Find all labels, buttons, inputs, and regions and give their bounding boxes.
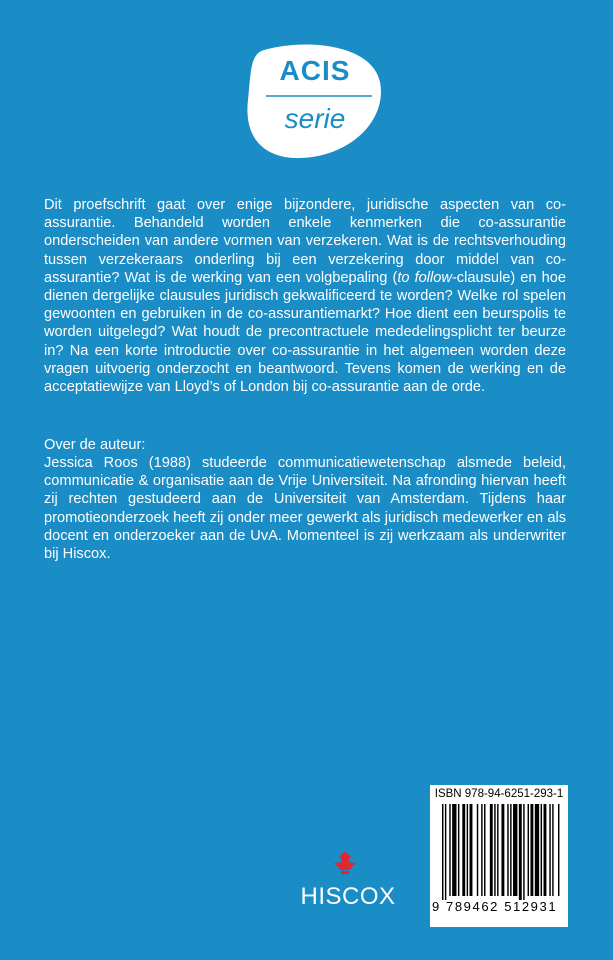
barcode-bar <box>519 804 522 900</box>
barcode-bar <box>544 804 547 896</box>
barcode-bar <box>449 804 450 896</box>
barcode-bar <box>523 804 524 900</box>
description-part2: -clausule) en hoe dienen dergelijke clausules juridisch gekwalificeerd te worden? Welke rol spelen gewoonten en gebruiken in de co-assurantiemarkt? Hoe dient een beurspolis te worden uitgelegd? Wat houdt de precontractuele mededelingsplicht ter beurze in? Na een korte introductie over co-assurantie in het algemeen worden deze vragen uitvoerig onderzocht en beantwoord. Tevens komen de werking en de acceptatiewijze van Lloyd’s of London bij co-assurantie aan de orde. <box>44 269 566 396</box>
barcode-box <box>430 785 568 927</box>
publisher-logo-text: HISCOX <box>300 883 396 910</box>
barcode-bar <box>481 804 482 896</box>
author-bio: Jessica Roos (1988) studeerde communicatiewetenschap alsmede beleid, communicatie & organisatie aan de Vrije Universiteit. Na afronding hiervan heeft zij rechten gestudeerd aan de Universiteit van Amsterdam. Tijdens haar promotieonderzoek heeft zij onder meer gewerkt als juridisch medewerker en als docent en onderzoeker aan de UvA. Momenteel is zij werkzaam als underwriter bij Hiscox. <box>44 455 566 563</box>
barcode-bar <box>501 804 504 896</box>
barcode-bar <box>494 804 495 896</box>
barcode-bar <box>507 804 508 896</box>
book-description <box>44 196 566 396</box>
barcode-bar <box>442 804 443 900</box>
barcode-bar <box>462 804 465 896</box>
barcode-bar <box>458 804 459 896</box>
barcode-bar <box>484 804 485 896</box>
barcode-bar <box>490 804 493 896</box>
barcode-bar <box>477 804 478 896</box>
barcode-bar <box>535 804 539 896</box>
barcode-bar <box>467 804 468 896</box>
barcode-image <box>430 802 568 900</box>
barcode-bar <box>528 804 529 896</box>
description-italic: to follow <box>397 269 452 286</box>
description-part1: Dit proefschrift gaat over enige bijzondere, juridische aspecten van co-assurantie. Behandeld worden enkele kenmerken die co-assurantie onderscheiden van andere vormen van verzekeren. Wat is de rechtsverhouding tussen verzekeraars onderling bij een verzekering door middel van co-assurantie? Wat is de werking van een volgbepaling ( <box>44 197 566 286</box>
barcode-lead-digit: 9 <box>432 899 440 914</box>
barcode-bar <box>452 804 456 896</box>
barcode-bar <box>445 804 446 900</box>
acis-serie-badge <box>246 42 384 162</box>
barcode-bar <box>558 804 559 896</box>
hiscox-emblem-icon <box>332 850 358 876</box>
badge-title: ACIS <box>279 55 351 86</box>
barcode-bar <box>497 804 498 896</box>
barcode-digits: 789462 512931 <box>446 899 558 914</box>
barcode-bar <box>541 804 542 896</box>
barcode-bar <box>513 804 517 896</box>
author-heading: Over de auteur: <box>44 437 146 453</box>
barcode-bar <box>530 804 533 896</box>
badge-subtitle: serie <box>284 103 346 134</box>
barcode-bar <box>552 804 553 896</box>
barcode-bar <box>549 804 550 896</box>
isbn-label: ISBN 978-94-6251-293-1 <box>434 788 564 800</box>
barcode-bar <box>510 804 511 896</box>
barcode-bar <box>470 804 473 896</box>
